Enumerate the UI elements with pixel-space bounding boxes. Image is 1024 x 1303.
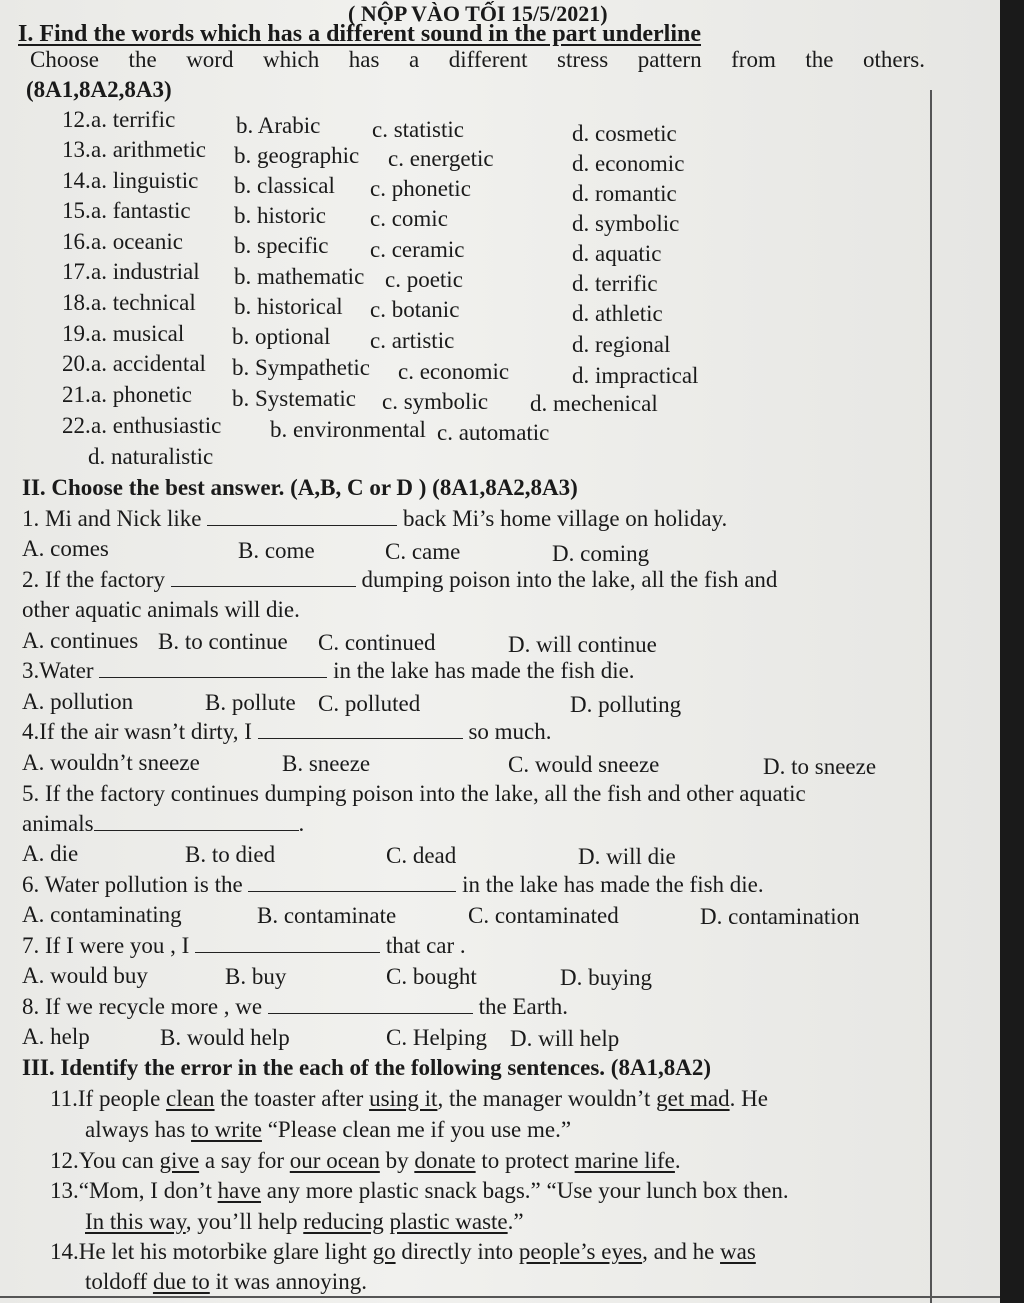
q14-option-c: c. phonetic bbox=[370, 176, 471, 201]
q16-option-c: c. ceramic bbox=[370, 237, 465, 262]
q21-option-d: d. mechenical bbox=[530, 391, 658, 416]
q12-option-a: a. terrific bbox=[91, 107, 176, 132]
q21-option-c: c. symbolic bbox=[382, 389, 489, 414]
s11-line-2: always has to write “Please clean me if you use me.” bbox=[85, 1117, 572, 1142]
q6-option-b: B. contaminate bbox=[257, 903, 397, 928]
q16-number: 16. bbox=[62, 229, 91, 254]
q1-blank bbox=[207, 505, 397, 526]
q19-option-a: a. musical bbox=[91, 321, 185, 346]
page-border-right bbox=[930, 90, 932, 1303]
q13-option-d: d. economic bbox=[572, 151, 685, 176]
q8-option-b: B. would help bbox=[160, 1025, 290, 1050]
q14-number: 14. bbox=[62, 168, 91, 193]
section-1-classes: (8A1,8A2,8A3) bbox=[26, 77, 172, 102]
q21-option-b: b. Systematic bbox=[232, 386, 356, 411]
q1-option-c: C. came bbox=[385, 539, 461, 564]
q17-option-c: c. poetic bbox=[385, 267, 463, 292]
q13-option-a: a. arithmetic bbox=[91, 137, 206, 162]
q12-option-b: b. Arabic bbox=[236, 113, 321, 138]
q2-option-b: B. to continue bbox=[158, 629, 288, 654]
q16-option-a: a. oceanic bbox=[91, 229, 183, 254]
q8-blank bbox=[268, 993, 473, 1014]
q13-option-b: b. geographic bbox=[234, 143, 360, 168]
q8-stem: 8. If we recycle more , we the Earth. bbox=[22, 994, 569, 1019]
q19-number: 19. bbox=[62, 321, 91, 346]
q22-option-d: d. naturalistic bbox=[88, 444, 214, 469]
q7-option-c: C. bought bbox=[386, 964, 477, 989]
q8-option-c: C. Helping bbox=[386, 1025, 487, 1050]
due-date-header: ( NỘP VÀO TỐI 15/5/2021) bbox=[348, 1, 608, 26]
q8-option-a: A. help bbox=[22, 1024, 90, 1049]
q15-number: 15. bbox=[62, 198, 91, 223]
q18-option-c: c. botanic bbox=[370, 297, 460, 322]
q16-option-b: b. specific bbox=[234, 233, 329, 258]
q14-option-b: b. classical bbox=[234, 173, 335, 198]
q17-option-a: a. industrial bbox=[91, 259, 200, 284]
q15-option-b: b. historic bbox=[234, 203, 326, 228]
q13-option-c: c. energetic bbox=[388, 146, 494, 171]
q22-option-b: b. environmental bbox=[270, 417, 426, 442]
q21-option-a: a. phonetic bbox=[91, 382, 192, 407]
q3-option-d: D. polluting bbox=[570, 692, 682, 717]
q1-option-a: A. comes bbox=[22, 536, 109, 561]
section-3-title: III. Identify the error in the each of the following sentences. (8A1,8A2) bbox=[22, 1055, 712, 1080]
q17-number: 17. bbox=[62, 259, 91, 284]
q2-option-d: D. will continue bbox=[508, 632, 657, 657]
q7-stem: 7. If I were you , I that car . bbox=[22, 933, 466, 958]
q15-option-c: c. comic bbox=[370, 206, 448, 231]
q6-option-c: C. contaminated bbox=[468, 903, 619, 928]
q17-option-b: b. mathematic bbox=[234, 264, 365, 289]
q1-option-b: B. come bbox=[238, 538, 315, 563]
q5-stem-continued: animals . bbox=[22, 811, 305, 836]
q2-blank bbox=[171, 566, 356, 587]
q14-option-d: d. romantic bbox=[572, 181, 677, 206]
s12-line-1: 12.You can give a say for our ocean by donate to protect marine life. bbox=[50, 1148, 681, 1173]
q2-stem-continued: other aquatic animals will die. bbox=[22, 597, 300, 622]
q6-option-a: A. contaminating bbox=[22, 902, 182, 927]
q16-option-d: d. aquatic bbox=[572, 241, 662, 266]
q3-option-b: B. pollute bbox=[205, 690, 296, 715]
q15-option-a: a. fantastic bbox=[91, 198, 191, 223]
q18-option-b: b. historical bbox=[234, 294, 343, 319]
q1-option-d: D. coming bbox=[552, 541, 650, 566]
q5-blank bbox=[94, 810, 299, 831]
q7-blank bbox=[195, 932, 380, 953]
q4-option-b: B. sneeze bbox=[282, 751, 371, 776]
q20-number: 20. bbox=[62, 351, 91, 376]
s14-line-1: 14.He let his motorbike glare light go directly into people’s eyes, and he was bbox=[50, 1239, 756, 1264]
q1-stem: 1. Mi and Nick like back Mi’s home village on holiday. bbox=[22, 506, 728, 531]
q18-option-a: a. technical bbox=[91, 290, 196, 315]
q6-option-d: D. contamination bbox=[700, 904, 860, 929]
q4-option-c: C. would sneeze bbox=[508, 752, 660, 777]
q13-number: 13. bbox=[62, 137, 91, 162]
q22-option-c: c. automatic bbox=[437, 420, 550, 445]
q5-option-d: D. will die bbox=[578, 844, 676, 869]
q22-number: 22. bbox=[62, 413, 91, 438]
q22-option-a: a. enthusiastic bbox=[91, 413, 222, 438]
q3-option-a: A. pollution bbox=[22, 689, 134, 714]
q12-option-c: c. statistic bbox=[372, 117, 464, 142]
q4-option-a: A. wouldn’t sneeze bbox=[22, 750, 200, 775]
q4-blank bbox=[258, 718, 463, 739]
section-1-instruction: Choose the word which has a different stress pattern from the others. bbox=[30, 47, 925, 72]
q20-option-c: c. economic bbox=[398, 359, 510, 384]
q12-option-d: d. cosmetic bbox=[572, 121, 677, 146]
q3-option-c: C. polluted bbox=[318, 691, 421, 716]
q21-number: 21. bbox=[62, 382, 91, 407]
q19-option-d: d. regional bbox=[572, 332, 671, 357]
q8-option-d: D. will help bbox=[510, 1026, 620, 1051]
q19-option-c: c. artistic bbox=[370, 328, 455, 353]
s14-line-2: toldoff due to it was annoying. bbox=[85, 1269, 367, 1294]
s13-line-1: 13.“Mom, I don’t have any more plastic snack bags.” “Use your lunch box then. bbox=[50, 1178, 789, 1203]
q7-option-d: D. buying bbox=[560, 965, 652, 990]
q18-option-d: d. athletic bbox=[572, 301, 663, 326]
q5-option-b: B. to died bbox=[185, 842, 276, 867]
q7-option-b: B. buy bbox=[225, 964, 287, 989]
q2-option-a: A. continues bbox=[22, 628, 139, 653]
q7-option-a: A. would buy bbox=[22, 963, 148, 988]
q14-option-a: a. linguistic bbox=[91, 168, 199, 193]
s13-line-2: In this way, you’ll help reducing plastic waste.” bbox=[85, 1209, 524, 1234]
q5-option-a: A. die bbox=[22, 841, 79, 866]
q20-option-b: b. Sympathetic bbox=[232, 355, 370, 380]
q4-option-d: D. to sneeze bbox=[763, 754, 877, 779]
q19-option-b: b. optional bbox=[232, 324, 331, 349]
q18-number: 18. bbox=[62, 290, 91, 315]
section-1-title: I. Find the words which has a different sound in the part underline bbox=[18, 21, 701, 47]
page-border-bottom bbox=[0, 1296, 1000, 1298]
q5-stem: 5. If the factory continues dumping poison into the lake, all the fish and other aquatic bbox=[22, 781, 806, 806]
q17-option-d: d. terrific bbox=[572, 271, 658, 296]
q2-stem: 2. If the factory dumping poison into the lake, all the fish and bbox=[22, 567, 778, 592]
q2-option-c: C. continued bbox=[318, 630, 436, 655]
q12-number: 12. bbox=[62, 107, 91, 132]
q20-option-d: d. impractical bbox=[572, 363, 699, 388]
section-2-title: II. Choose the best answer. (A,B, C or D ) (8A1,8A2,8A3) bbox=[22, 475, 578, 500]
q5-option-c: C. dead bbox=[386, 843, 457, 868]
q20-option-a: a. accidental bbox=[91, 351, 206, 376]
s11-line-1: 11.If people clean the toaster after using it, the manager wouldn’t get mad. He bbox=[50, 1086, 768, 1111]
q15-option-d: d. symbolic bbox=[572, 211, 680, 236]
q6-blank bbox=[248, 871, 456, 892]
q3-blank bbox=[99, 657, 327, 678]
q4-stem: 4.If the air wasn’t dirty, I so much. bbox=[22, 719, 552, 744]
q3-stem: 3.Water in the lake has made the fish die. bbox=[22, 658, 635, 683]
q6-stem: 6. Water pollution is the in the lake has made the fish die. bbox=[22, 872, 764, 897]
